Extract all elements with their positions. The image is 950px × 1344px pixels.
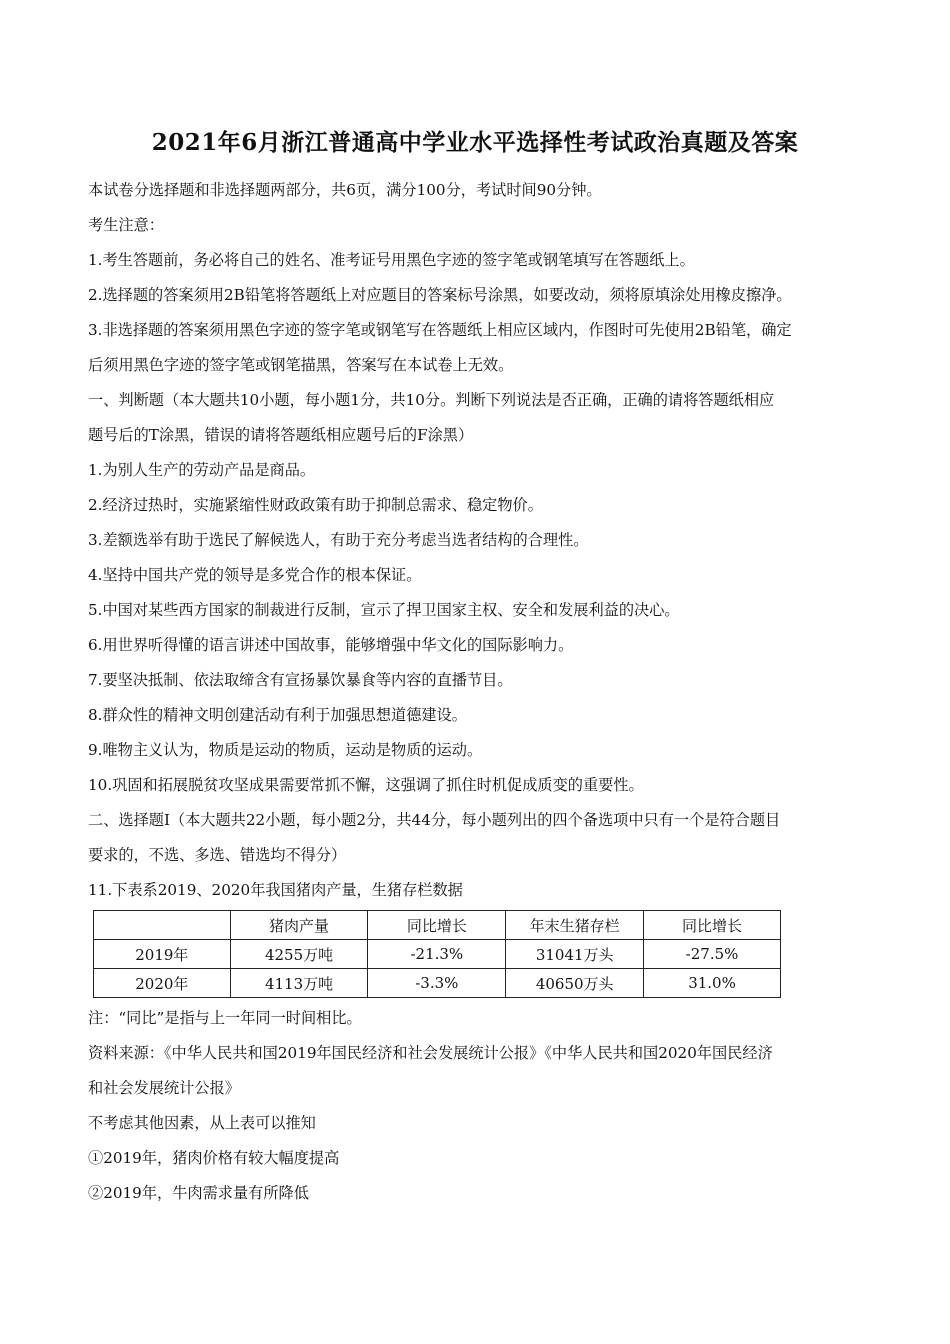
table-cell: -3.3% (368, 969, 506, 998)
table-row (94, 969, 781, 998)
section-1-heading: 一、判断题（本大题共10小题，每小题1分，共10分。判断下列说法是否正确，正确的请将答题纸相应 (88, 391, 775, 409)
notice-item-3: 3.非选择题的答案须用黑色字迹的签字笔或钢笔写在答题纸上相应区域内，作图时可先使用2B铅笔，确定 (88, 321, 792, 339)
table-header-cell (94, 911, 231, 940)
source-line-cont: 和社会发展统计公报》 (88, 1079, 240, 1097)
question-9: 9.唯物主义认为，物质是运动的物质，运动是物质的运动。 (88, 741, 483, 759)
question-2: 2.经济过热时，实施紧缩性财政政策有助于抑制总需求、稳定物价。 (88, 496, 543, 514)
question-4: 4.坚持中国共产党的领导是多党合作的根本保证。 (88, 566, 422, 584)
section-1-heading-cont: 题号后的T涂黑，错误的请将答题纸相应题号后的F涂黑） (88, 426, 474, 444)
table-cell: -21.3% (368, 940, 506, 969)
question-1: 1.为别人生产的劳动产品是商品。 (88, 461, 316, 479)
intro-line: 本试卷分选择题和非选择题两部分，共6页，满分100分，考试时间90分钟。 (88, 181, 602, 199)
table-note: 注：“同比”是指与上一年同一时间相比。 (88, 1009, 362, 1027)
question-3: 3.差额选举有助于选民了解候选人，有助于充分考虑当选者结构的合理性。 (88, 531, 589, 549)
notice-item-2: 2.选择题的答案须用2B铅笔将答题纸上对应题目的答案标号涂黑，如要改动，须将原填涂处用橡皮擦净。 (88, 286, 792, 304)
table-cell: 31041万头 (506, 940, 644, 969)
notice-heading: 考生注意： (88, 216, 164, 234)
question-6: 6.用世界听得懂的语言讲述中国故事，能够增强中华文化的国际影响力。 (88, 636, 574, 654)
section-2-heading: 二、选择题Ⅰ（本大题共22小题，每小题2分，共44分，每小题列出的四个备选项中只有一个是符合题目 (88, 811, 781, 829)
section-2-heading-cont: 要求的，不选、多选、错选均不得分） (88, 846, 347, 864)
table-cell: 31.0% (644, 969, 781, 998)
question-11-stem: 不考虑其他因素，从上表可以推知 (88, 1114, 316, 1132)
table-cell: 40650万头 (506, 969, 644, 998)
option-2: ②2019年，牛肉需求量有所降低 (88, 1184, 309, 1202)
table-row (94, 940, 781, 969)
question-11: 11.下表系2019、2020年我国猪肉产量，生猪存栏数据 (88, 881, 463, 899)
pork-data-table (93, 910, 781, 998)
table-header-cell: 同比增长 (644, 911, 781, 940)
table-cell: 4255万吨 (230, 940, 368, 969)
table-cell: 2020年 (94, 969, 231, 998)
table-cell: 2019年 (94, 940, 231, 969)
question-7: 7.要坚决抵制、依法取缔含有宣扬暴饮暴食等内容的直播节目。 (88, 671, 513, 689)
source-line: 资料来源：《中华人民共和国2019年国民经济和社会发展统计公报》《中华人民共和国2020年国民经济 (88, 1044, 773, 1062)
table-cell: 4113万吨 (230, 969, 368, 998)
question-8: 8.群众性的精神文明创建活动有利于加强思想道德建设。 (88, 706, 467, 724)
option-1: ①2019年，猪肉价格有较大幅度提高 (88, 1149, 340, 1167)
table-header-cell: 同比增长 (368, 911, 506, 940)
table-cell: -27.5% (644, 940, 781, 969)
notice-item-1: 1.考生答题前，务必将自己的姓名、准考证号用黑色字迹的签字笔或钢笔填写在答题纸上。 (88, 251, 695, 269)
notice-item-3-cont: 后须用黑色字迹的签字笔或钢笔描黑，答案写在本试卷上无效。 (88, 356, 514, 374)
document-title: 2021年6月浙江普通高中学业水平选择性考试政治真题及答案 (151, 129, 799, 156)
question-5: 5.中国对某些西方国家的制裁进行反制，宣示了捍卫国家主权、安全和发展利益的决心。 (88, 601, 680, 619)
table-header-cell: 猪肉产量 (230, 911, 368, 940)
table-header-cell: 年末生猪存栏 (506, 911, 644, 940)
question-10: 10.巩固和拓展脱贫攻坚成果需要常抓不懈，这强调了抓住时机促成质变的重要性。 (88, 776, 644, 794)
table-header-row (94, 911, 781, 940)
